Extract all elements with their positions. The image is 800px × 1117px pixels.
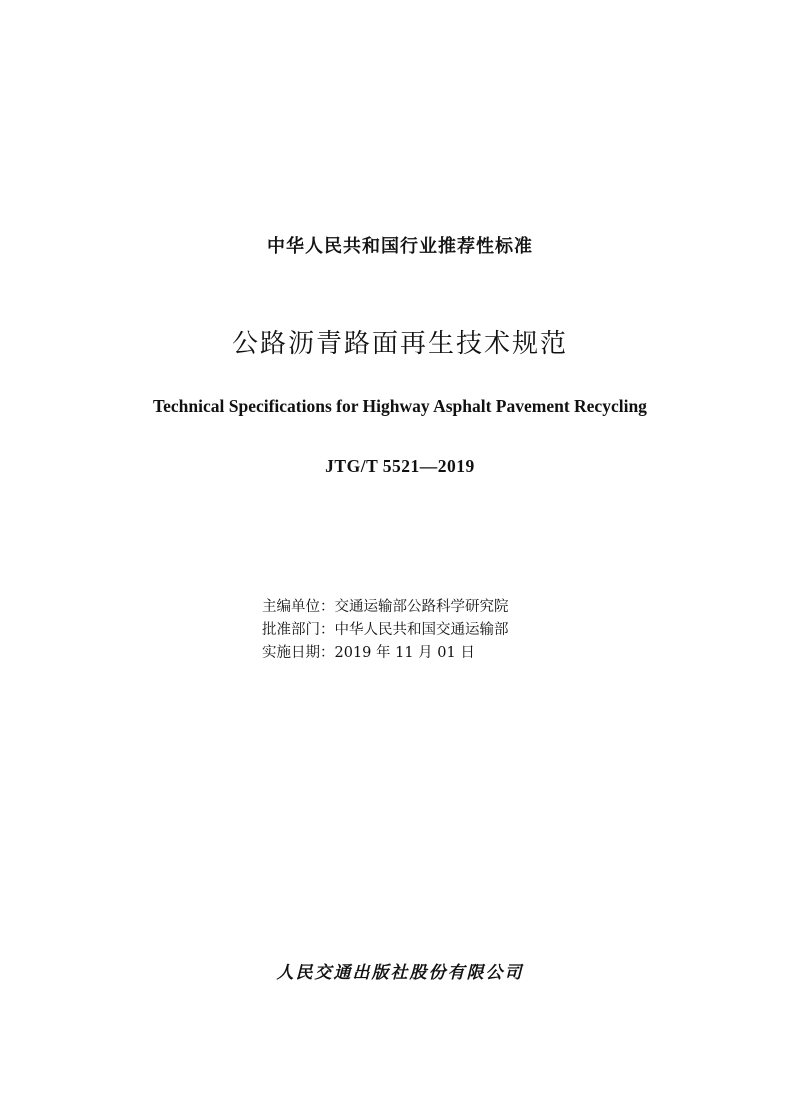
- info-effective-date: [262, 642, 682, 665]
- standard-code: JTG/T 5521—2019: [325, 456, 475, 476]
- info-editor: [262, 596, 682, 619]
- effective-label: 实施日期：: [262, 645, 335, 661]
- approver-value: 中华人民共和国交通运输部: [334, 622, 509, 638]
- info-block: [262, 596, 682, 665]
- title-english: Technical Specifications for Highway Asphalt Pavement Recycling: [153, 396, 647, 416]
- editor-value: 交通运输部公路科学研究院: [334, 599, 509, 615]
- info-approver: [262, 619, 682, 642]
- title-chinese: 公路沥青路面再生技术规范: [231, 329, 568, 359]
- editor-label: 主编单位：: [262, 599, 335, 615]
- standard-category: 中华人民共和国行业推荐性标准: [267, 236, 533, 257]
- effective-value: 2019 年 11 月 01 日: [334, 645, 475, 661]
- publisher: 人民交通出版社股份有限公司: [276, 963, 524, 983]
- approver-label: 批准部门：: [262, 622, 335, 638]
